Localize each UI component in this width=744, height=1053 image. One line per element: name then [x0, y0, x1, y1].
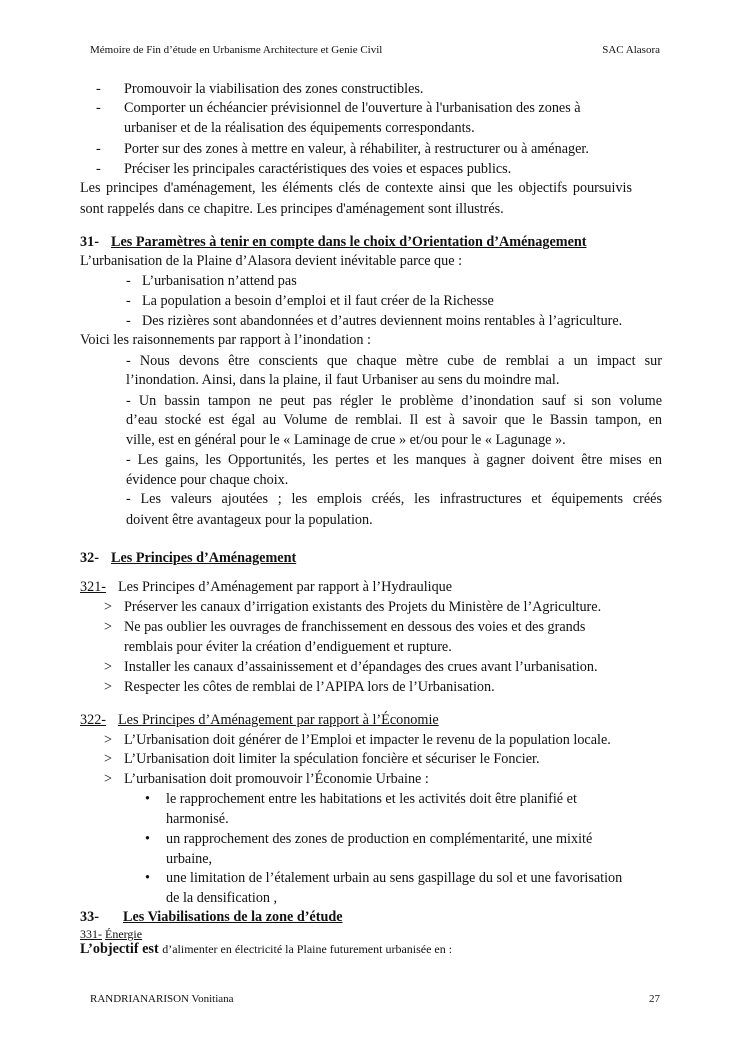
reason-line: - Les gains, les Opportunités, les pertes et les manques à gagner doivent être mises en — [126, 452, 662, 468]
subsection-heading: Les Principes d’Aménagement par rapport à l’Économie — [118, 712, 439, 728]
arrow-bullet: > — [104, 659, 113, 675]
arrow-bullet: > — [104, 619, 113, 635]
dash-bullet: - — [96, 100, 101, 116]
list-item: L’urbanisation doit promouvoir l’Économie Urbaine : — [124, 771, 429, 787]
dash-bullet: - — [126, 293, 131, 309]
section-number: 31- — [80, 234, 99, 250]
header-title: Mémoire de Fin d’étude en Urbanisme Architecture et Genie Civil — [90, 44, 383, 56]
objective-label: L’objectif est — [80, 941, 159, 957]
sub-item-continued: de la densification , — [166, 890, 278, 906]
section-heading: Les Paramètres à tenir en compte dans le choix d’Orientation d’Aménagement — [111, 234, 587, 250]
arrow-bullet: > — [104, 599, 113, 615]
section-heading: Les Viabilisations de la zone d’étude — [123, 909, 343, 925]
dash-bullet: - — [96, 141, 101, 157]
intro-bullet: Promouvoir la viabilisation des zones constructibles. — [124, 81, 424, 97]
reason-line: - Un bassin tampon ne peut pas régler le problème d’inondation sauf si son volume — [126, 393, 662, 409]
arrow-bullet: > — [104, 679, 113, 695]
intro-bullet: Comporter un échéancier prévisionnel de l'ouverture à l'urbanisation des zones à — [124, 100, 581, 116]
intro-bullet-continued: urbaniser et de la réalisation des équipements correspondants. — [124, 120, 475, 136]
intro-paragraph: sont rappelés dans ce chapitre. Les principes d'aménagement sont illustrés. — [80, 201, 504, 217]
section-number: 32- — [80, 550, 99, 566]
subsection-number: 321- — [80, 579, 107, 595]
list-item: Ne pas oublier les ouvrages de franchissement en dessous des voies et des grands — [124, 619, 586, 635]
list-item: Respecter les côtes de remblai de l’APIPA lors de l’Urbanisation. — [124, 679, 495, 695]
reason-line: ville, est en général pour le « Laminage de crue » et/ou pour le « Lagunage ». — [126, 432, 566, 448]
footer-author: RANDRIANARISON Vonitiana — [90, 993, 234, 1005]
section-lead: L’urbanisation de la Plaine d’Alasora devient inévitable parce que : — [80, 253, 463, 269]
subsection-heading: Les Principes d’Aménagement par rapport à l’Hydraulique — [118, 579, 453, 595]
list-item-continued: remblais pour éviter la création d’endiguement et rupture. — [124, 639, 452, 655]
sub-item: une limitation de l’étalement urbain au sens gaspillage du sol et une favorisation — [166, 870, 623, 886]
list-item: La population a besoin d’emploi et il faut créer de la Richesse — [142, 293, 494, 309]
list-item: L’Urbanisation doit générer de l’Emploi et impacter le revenu de la population locale. — [124, 732, 611, 748]
dash-bullet: - — [126, 313, 131, 329]
arrow-bullet: > — [104, 732, 113, 748]
dot-bullet: • — [145, 791, 150, 807]
dash-bullet: - — [96, 81, 101, 97]
subsection-heading: Énergie — [105, 927, 143, 941]
section-heading: Les Principes d’Aménagement — [111, 550, 297, 566]
list-item: L’Urbanisation doit limiter la spéculation foncière et sécuriser le Foncier. — [124, 751, 540, 767]
sub-item: un rapprochement des zones de production en complémentarité, une mixité — [166, 831, 593, 847]
intro-bullet: Porter sur des zones à mettre en valeur, à réhabiliter, à restructurer ou à aménager. — [124, 141, 589, 157]
dot-bullet: • — [145, 831, 150, 847]
objective-text: d’alimenter en électricité la Plaine futurement urbanisée en : — [162, 942, 453, 956]
reason-line: - Nous devons être conscients que chaque mètre cube de remblai a un impact sur — [126, 353, 662, 369]
list-item: Des rizières sont abandonnées et d’autres deviennent moins rentables à l’agriculture. — [142, 313, 623, 329]
reason-line: l’inondation. Ainsi, dans la plaine, il faut Urbaniser au sens du moindre mal. — [126, 372, 560, 388]
intro-paragraph: Les principes d'aménagement, les éléments clés de contexte ainsi que les objectifs poursuivis — [80, 180, 632, 196]
list-item: Installer les canaux d’assainissement et d’épandages des crues avant l’urbanisation. — [124, 659, 598, 675]
subsection-number: 322- — [80, 712, 107, 728]
dot-bullet: • — [145, 870, 150, 886]
page-number: 27 — [649, 993, 660, 1005]
dash-bullet: - — [126, 273, 131, 289]
sub-item: le rapprochement entre les habitations et les activités doit être planifié et — [166, 791, 577, 807]
sub-item-continued: harmonisé. — [166, 811, 229, 827]
subsection-number: 331- — [80, 927, 102, 941]
section-lead: Voici les raisonnements par rapport à l’inondation : — [80, 332, 371, 348]
intro-bullet: Préciser les principales caractéristiques des voies et espaces publics. — [124, 161, 512, 177]
list-item: Préserver les canaux d’irrigation existants des Projets du Ministère de l’Agriculture. — [124, 599, 602, 615]
dash-bullet: - — [96, 161, 101, 177]
reason-line: - Les valeurs ajoutées ; les emplois créés, les infrastructures et équipements créés — [126, 491, 662, 507]
header-organization: SAC Alasora — [602, 44, 660, 56]
arrow-bullet: > — [104, 751, 113, 767]
sub-item-continued: urbaine, — [166, 851, 213, 867]
reason-line: doivent être avantageux pour la population. — [126, 512, 373, 528]
reason-line: évidence pour chaque choix. — [126, 472, 289, 488]
section-number: 33- — [80, 909, 99, 925]
reason-line: d’eau stocké est égal au Volume de remblai. Il est à savoir que le Bassin tampon, en — [126, 412, 662, 428]
list-item: L’urbanisation n’attend pas — [142, 273, 297, 289]
arrow-bullet: > — [104, 771, 113, 787]
